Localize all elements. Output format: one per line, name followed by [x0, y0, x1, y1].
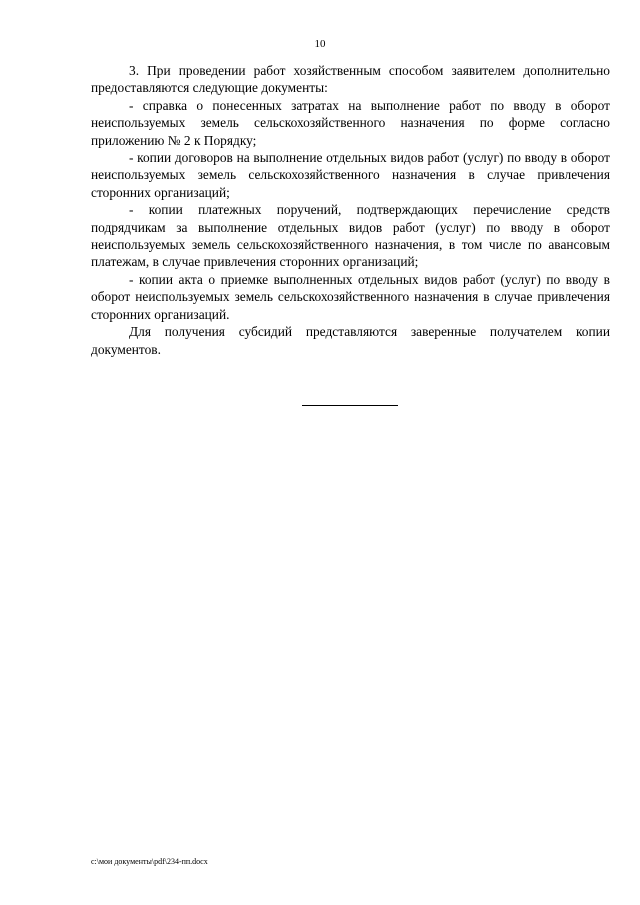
paragraph-certified-copies: Для получения субсидий представляются заверенные получателем копии документов. [91, 324, 610, 357]
page-number: 10 [314, 38, 326, 50]
document-body [91, 62, 610, 358]
paragraph-payment-orders: - копии платежных поручений, подтверждающих перечисление средств подрядчикам за выполнение отдельных видов работ (услуг) по вводу в оборот неиспользуемых земель сельскохозяйственного назначения, в том числе по авансовым платежам, в случае привлечения сторонних организаций; [91, 202, 610, 270]
paragraph-acceptance-act: - копии акта о приемке выполненных отдельных видов работ (услуг) по вводу в оборот неиспользуемых земель сельскохозяйственного назначения в случае привлечения сторонних организаций. [91, 271, 610, 322]
paragraph-contract-copies: - копии договоров на выполнение отдельных видов работ (услуг) по вводу в оборот неиспользуемых земель сельскохозяйственного назначения в случае привлечения сторонних организаций; [91, 150, 610, 200]
paragraph-cost-certificate: - справка о понесенных затратах на выполнение работ по вводу в оборот неиспользуемых земель сельскохозяйственного назначения по форме согласно приложению № 2 к Порядку; [91, 97, 610, 148]
footer-file-path: c:\мои документы\pdf\234-пп.docx [91, 857, 208, 866]
paragraph-item-3: 3. При проведении работ хозяйственным способом заявителем дополнительно предоставляются следующие документы: [91, 63, 610, 96]
end-separator-line [302, 405, 398, 406]
